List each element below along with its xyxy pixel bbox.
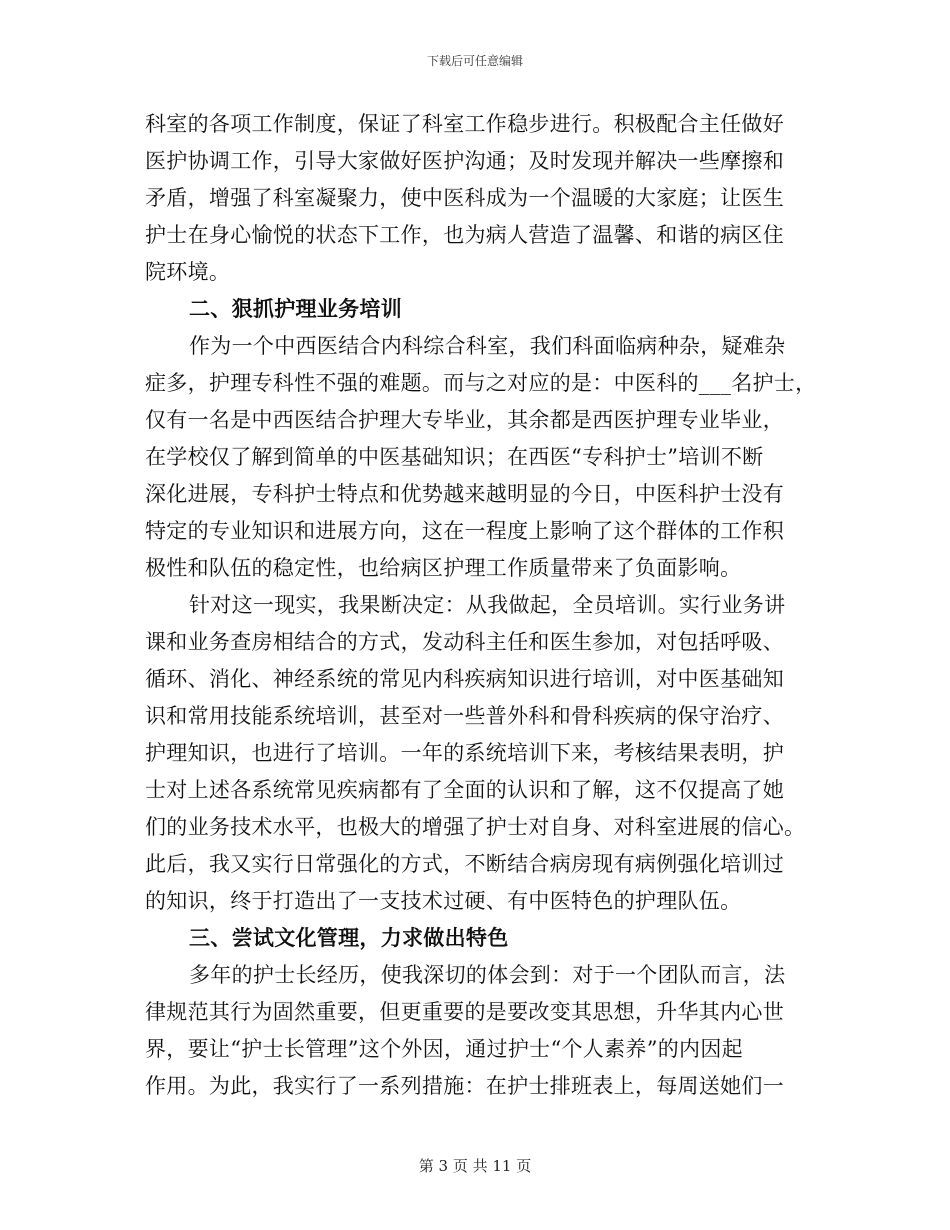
paragraph-line: 护士在身心愉悦的状态下工作，也为病人营造了温馨、和谐的病区住 <box>145 223 784 247</box>
paragraph-line: 院环境。 <box>145 260 231 284</box>
page-number: 第 3 页 共 11 页 <box>418 1157 532 1175</box>
paragraph-line: 特定的专业知识和进展方向，这在一程度上影响了这个群体的工作积 <box>145 519 784 543</box>
paragraph-line: 多年的护士长经历，使我深切的体会到：对于一个团队而言，法 <box>189 963 786 987</box>
paragraph-line: 在学校仅了解到简单的中医基础知识；在西医“专科护士”培训不断 <box>145 445 764 469</box>
paragraph-line: 识和常用技能系统培训，甚至对一些普外科和骨科疾病的保守治疗、 <box>145 704 784 728</box>
paragraph-line: 极性和队伍的稳定性，也给病区护理工作质量带来了负面影响。 <box>145 556 742 580</box>
page-header: 下载后可任意编辑 <box>426 54 523 68</box>
paragraph-line: 们的业务技术水平，也极大的增强了护士对自身、对科室进展的信心。 <box>145 815 806 839</box>
paragraph-line: 深化进展，专科护士特点和优势越来越明显的今日，中医科护士没有 <box>145 482 784 506</box>
paragraph-line: 症多，护理专科性不强的难题。而与之对应的是：中医科的___名护士， <box>145 371 817 395</box>
paragraph-line: 士对上述各系统常见疾病都有了全面的认识和了解，这不仅提高了她 <box>145 778 784 802</box>
paragraph-line: 护理知识，也进行了培训。一年的系统培训下来，考核结果表明，护 <box>145 741 784 765</box>
paragraph-line: 的知识，终于打造出了一支技术过硬、有中医特色的护理队伍。 <box>145 889 742 913</box>
paragraph-line: 此后，我又实行日常强化的方式，不断结合病房现有病例强化培训过 <box>145 852 784 876</box>
document-body <box>145 106 825 1105</box>
paragraph-line: 课和业务查房相结合的方式，发动科主任和医生参加，对包括呼吸、 <box>145 630 784 654</box>
section-heading: 二、狠抓护理业务培训 <box>189 297 402 321</box>
section-heading: 三、尝试文化管理，力求做出特色 <box>189 926 509 950</box>
paragraph-line: 矛盾，增强了科室凝聚力，使中医科成为一个温暖的大家庭；让医生 <box>145 186 784 210</box>
paragraph-line: 仅有一名是中西医结合护理大专毕业，其余都是西医护理专业毕业， <box>145 408 784 432</box>
paragraph-line: 律规范其行为固然重要，但更重要的是要改变其思想，升华其内心世 <box>145 1000 784 1024</box>
paragraph-line: 针对这一现实，我果断决定：从我做起，全员培训。实行业务讲 <box>189 593 786 617</box>
paragraph-line: 循环、消化、神经系统的常见内科疾病知识进行培训，对中医基础知 <box>145 667 784 691</box>
paragraph-line: 作用。为此，我实行了一系列措施：在护士排班表上，每周送她们一 <box>145 1074 784 1098</box>
paragraph-line: 界，要让“护士长管理”这个外因，通过护士“个人素养”的内因起 <box>145 1037 743 1061</box>
paragraph-line: 科室的各项工作制度，保证了科室工作稳步进行。积极配合主任做好 <box>145 112 784 136</box>
paragraph-line: 医护协调工作，引导大家做好医护沟通；及时发现并解决一些摩擦和 <box>145 149 784 173</box>
paragraph-line: 作为一个中西医结合内科综合科室，我们科面临病种杂，疑难杂 <box>189 334 786 358</box>
